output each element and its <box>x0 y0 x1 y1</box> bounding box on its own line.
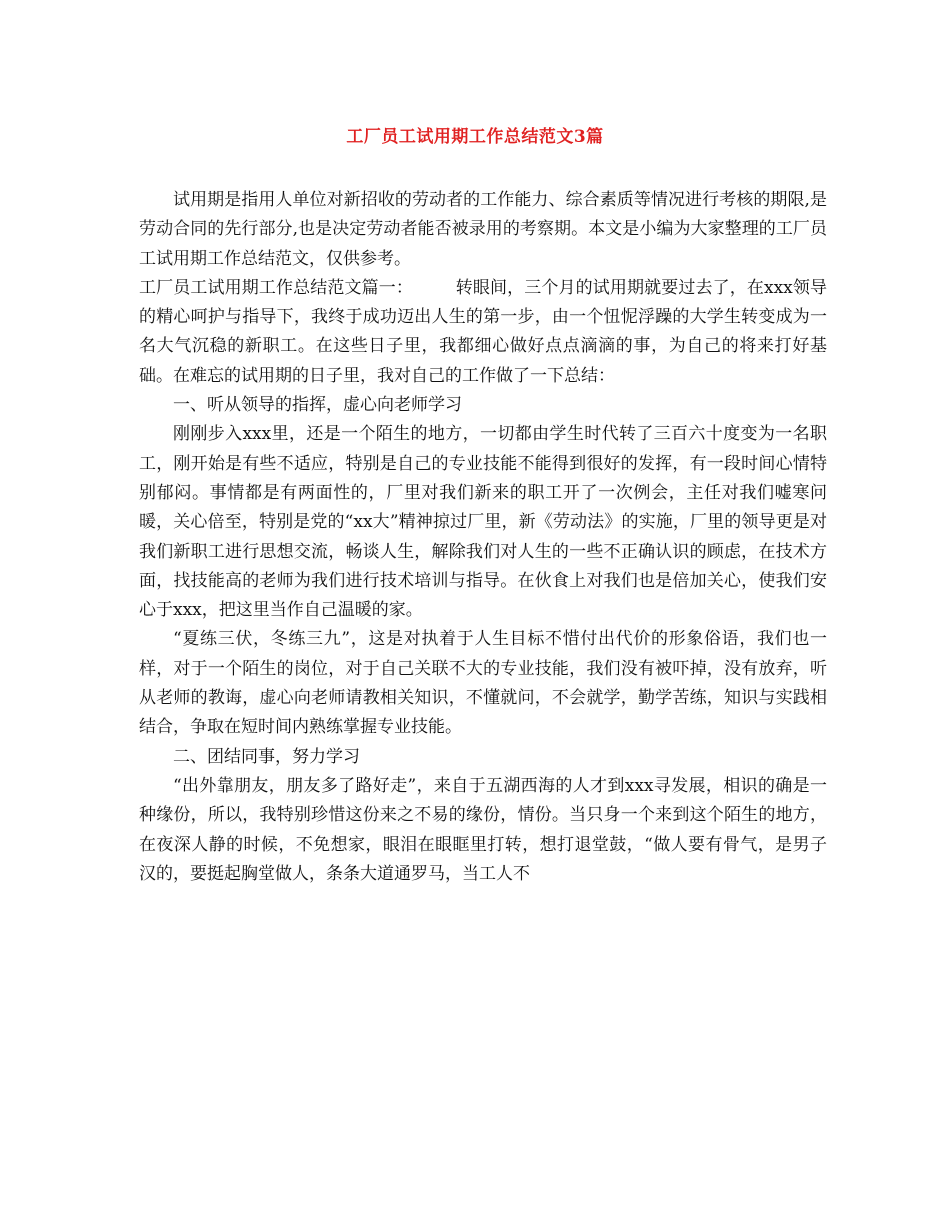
heading-part-one: 一、听从领导的指挥，虚心向老师学习 <box>173 395 462 416</box>
heading-part-two: 二、团结同事，努力学习 <box>173 746 360 767</box>
document-body <box>139 186 827 889</box>
paragraph-part-one-body: 刚刚步入xxx里，还是一个陌生的地方，一切都由学生时代转了三百六十度变为一名职工，刚开始是有些不适应，特别是自己的专业技能不能得到很好的发挥，有一段时间心情特别郁闷。事情都是有两面性的，厂里对我们新来的职工开了一次例会，主任对我们嘘寒问暖，关心倍至，特别是党的“xx大”精神掠过厂里，新《劳动法》的实施，厂里的领导更是对我们新职工进行思想交流，畅谈人生，解除我们对人生的一些不正确认识的顾虑，在技术方面，找技能高的老师为我们进行技术培训与指导。在伙食上对我们也是倍加关心，使我们安心于xxx，把这里当作自己温暖的家。 <box>139 424 827 621</box>
paragraph-intro: 试用期是指用人单位对新招收的劳动者的工作能力、综合素质等情况进行考核的期限,是劳动合同的先行部分,也是决定劳动者能否被录用的考察期。本文是小编为大家整理的工厂员工试用期工作总结范文，仅供参考。 <box>139 190 827 269</box>
document-title: 工厂员工试用期工作总结范文3篇 <box>346 127 604 147</box>
paragraph-section-one-opening: 工厂员工试用期工作总结范文篇一： 转眼间，三个月的试用期就要过去了，在xxx领导的精心呵护与指导下，我终于成功迈出人生的第一步，由一个忸怩浮躁的大学生转变成为一名大气沉稳的新职工。在这些日子里，我都细心做好点点滴滴的事，为自己的将来打好基础。在难忘的试用期的日子里，我对自己的工作做了一下总结： <box>139 277 827 386</box>
paragraph-part-one-proverb: “夏练三伏，冬练三九”，这是对执着于人生目标不惜付出代价的形象俗语，我们也一样，对于一个陌生的岗位，对于自己关联不大的专业技能，我们没有被吓掉，没有放弃，听从老师的教诲，虚心向老师请教相关知识，不懂就问，不会就学，勤学苦练，知识与实践相结合，争取在短时间内熟练掌握专业技能。 <box>139 629 827 738</box>
paragraph-part-two-body: “出外靠朋友，朋友多了路好走”，来自于五湖西海的人才到xxx寻发展，相识的确是一种缘份，所以，我特别珍惜这份来之不易的缘份，情份。当只身一个来到这个陌生的地方，在夜深人静的时候，不免想家，眼泪在眼眶里打转，想打退堂鼓，“做人要有骨气，是男子汉的，要挺起胸堂做人，条条大道通罗马，当工人不 <box>139 775 827 884</box>
